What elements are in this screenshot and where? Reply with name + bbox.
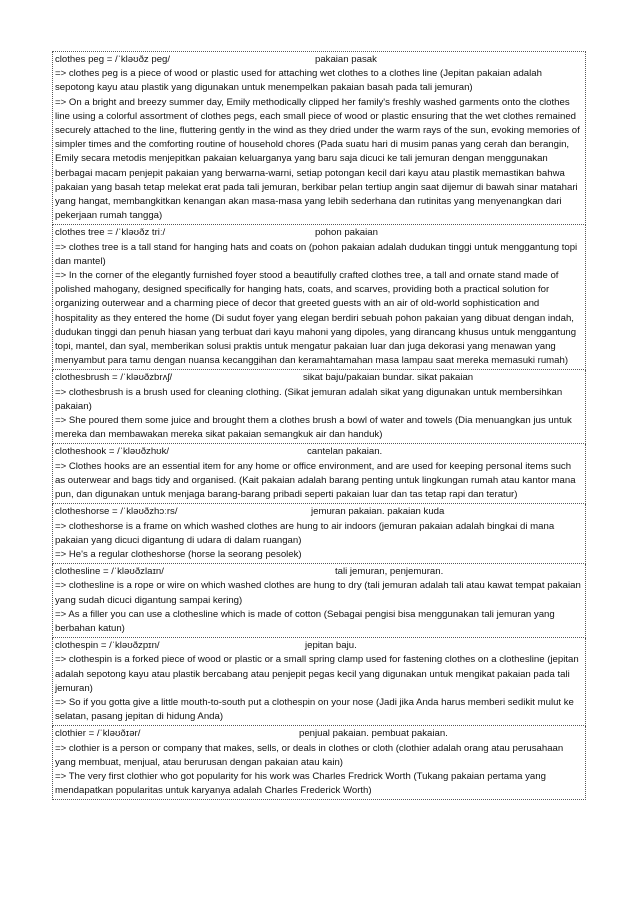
example: => The very first clothier who got popularity for his work was Charles Fredrick Worth (Tukang pakaian pertama yang mendapatkan popularitas untuk karyanya adalah Charles Frederick Worth) [55,770,546,797]
entry-clothesline [52,564,586,638]
meaning: tali jemuran, penjemuran. [335,566,444,578]
meaning: penjual pakaian. pembuat pakaian. [299,728,448,740]
entry-clothier [52,726,586,800]
headword: clotheshorse = /ˈkləʊðzhɔːrs/ [55,506,178,518]
example: => So if you gotta give a little mouth-to-south put a clothespin on your nose (Jadi jika Anda harus memberi sedikit mulut ke selatan, pasang jepitan di hidung Anda) [55,696,574,723]
headword: clothespin = /ˈkləʊðzpɪn/ [55,640,160,652]
meaning: pakaian pasak [315,54,377,65]
headword: clothes peg = /ˈkləʊðz peg/ [55,54,171,65]
definition: => clothesline is a rope or wire on which washed clothes are hung to dry (tali jemuran adalah tali atau kawat tempat pakaian yang sudah dicuci digantung sampai kering) [55,580,581,606]
entry-clotheshorse [52,504,586,564]
meaning: sikat baju/pakaian bundar. sikat pakaian [303,372,474,384]
entry-clothes-tree [52,225,586,370]
entry-header [55,639,583,653]
definition: => clothier is a person or company that makes, sells, or deals in clothes or cloth (clothier adalah orang atau perusahaan yang membuat, menjual, atau berurusan dengan pakaian atau kain) [55,742,564,768]
definition: => clothes tree is a tall stand for hanging hats and coats on (pohon pakaian adalah dudukan tinggi untuk menggantung topi dan mantel) [55,241,578,267]
entry-clothesbrush [52,370,586,444]
headword: clothes tree = /ˈkləʊðz triː/ [55,227,166,239]
meaning: pohon pakaian [315,227,378,239]
entry-header [55,445,583,459]
entry-header [55,727,583,741]
entry-header [55,371,583,385]
headword: clothesbrush = /ˈkləʊðzbrʌʃ/ [55,372,173,384]
headword: clothier = /ˈkləʊðɪər/ [55,728,141,740]
example: => He's a regular clotheshorse (horse la seorang pesolek) [55,548,302,560]
definition: => clothespin is a forked piece of wood or plastic or a small spring clamp used for fastening clothes on a clothesline (jepitan adalah sepotong kayu atau plastik bercabang atau penjepit pegas kecil yang digunakan untuk mengikat pakaian pada tali jemuran) [55,654,579,694]
entry-header [55,226,583,240]
entry-clothespin [52,638,586,726]
meaning: jepitan baju. [305,640,357,652]
entry-clothes-peg [52,52,586,225]
entry-clotheshook [52,444,586,504]
definition: => clothesbrush is a brush used for cleaning clothing. (Sikat jemuran adalah sikat yang digunakan untuk membersihkan pakaian) [55,386,563,412]
definition: => clotheshorse is a frame on which washed clothes are hung to air indoors (jemuran pakaian adalah bingkai di mana pakaian yang dicuci digantung di udara di dalam ruangan) [55,520,555,546]
meaning: jemuran pakaian. pakaian kuda [311,506,445,518]
entry-header [55,505,583,519]
example: => As a filler you can use a clothesline which is made of cotton (Sebagai pengisi bisa menggunakan tali jemuran yang berbahan katun) [55,608,555,634]
example: => Clothes hooks are an essential item for any home or office environment, and are used for keeping personal items such as outerwear and bags tidy and organised. (Kait pakaian adalah barang penting untuk lingkungan rumah atau kantor mana pun, dan digunakan untuk menjaga barang-barang pribadi seperti pakaian luar dan tas tetap rapi dan teratur) [55,460,576,501]
example: => She poured them some juice and brought them a clothes brush a bowl of water and towels (Dia menuangkan jus untuk mereka dan membawakan mereka sikat pakaian semangkuk air dan handuk) [55,415,572,441]
entry-header [55,53,583,67]
headword: clotheshook = /ˈkləʊðzhʊk/ [55,446,170,458]
meaning: cantelan pakaian. [307,446,383,458]
entry-header [55,565,583,579]
definition: => clothes peg is a piece of wood or plastic used for attaching wet clothes to a clothes line (Jepitan pakaian adalah sepotong kayu atau plastik yang digunakan untuk menempelkan pakaian basah pada tali jemuran) [55,68,542,94]
example: => In the corner of the elegantly furnished foyer stood a beautifully crafted clothes tree, a tall and ornate stand made of polished mahogany, designed specifically for hanging hats, coats, and scarves, providing both a practical solution for organizing outerwear and a charming piece of decor that greeted guests with an air of old-world sophistication and hospitality as they entered the home (Di sudut foyer yang elegan berdiri sebuah pohon pakaian yang dibuat dengan indah, dudukan tinggi dan penuh hiasan yang terbuat dari kayu mahoni yang dipoles, yang dirancang khusus untuk menggantung topi, mantel, dan syal, memberikan solusi praktis untuk mengatur pakaian luar dan juga dekorasi yang menawan yang menyambut para tamu dengan nuansa kecanggihan dan keramahtamahan masa lampau saat mereka memasuki rumah) [55,270,577,367]
dictionary-document [52,51,586,800]
headword: clothesline = /ˈkləʊðzlaɪn/ [55,566,164,578]
example: => On a bright and breezy summer day, Emily methodically clipped her family's freshly washed garments onto the clothes line using a colorful assortment of clothes pegs, each small piece of wood or plastic ensuring that the wet clothes remained securely attached to the line, fluttering gently in the wind as they dried under the warm rays of the sun, evoking memories of simpler times and the comforting routine of household chores (Pada suatu hari di musim panas yang cerah dan berangin, Emily secara metodis menjepitkan pakaian keluarganya yang baru saja dicuci ke tali jemuran dengan menggunakan berbagai macam penjepit pakaian yang berwarna-warni, setiap potongan kecil dari kayu atau plastik memastikan bahwa pakaian yang basah tetap melekat erat pada tali jemuran, berkibar pelan tertiup angin saat dijemur di bawah sinar matahari yang hangat, membangkitkan kenangan akan masa-masa yang lebih sederhana dan rutinitas yang menyenangkan dari pekerjaan rumah tangga) [55,96,580,222]
